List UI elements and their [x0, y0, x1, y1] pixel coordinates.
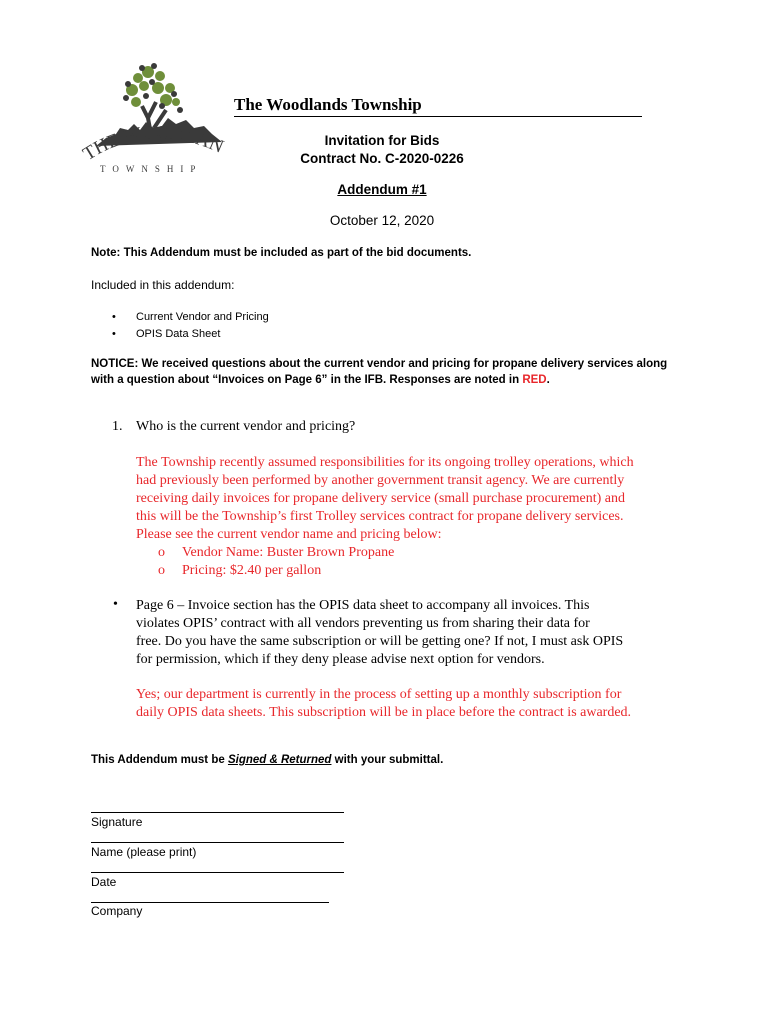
sub-bullet-icon: o — [158, 563, 165, 578]
org-title: The Woodlands Township — [234, 95, 642, 117]
answer-2-line: Yes; our department is currently in the process of setting up a monthly subscription for — [136, 687, 622, 702]
answer-1-line: had previously been performed by another government transit agency. We are currently — [136, 473, 625, 488]
tree-logo-icon — [76, 58, 236, 178]
logo-title-text: THE WOODLAN — [79, 122, 227, 165]
included-list — [112, 309, 269, 343]
notice-end: . — [546, 374, 550, 386]
question-1-text: Who is the current vendor and pricing? — [136, 419, 356, 434]
answer-2 — [136, 686, 681, 722]
name-line[interactable] — [91, 842, 344, 843]
answer-1-line: this will be the Township’s first Trolley services contract for propane delivery services. — [136, 509, 624, 524]
vendor-name-item — [158, 544, 394, 562]
answer-1-line: Please see the current vendor name and pricing below: — [136, 527, 442, 542]
question-2-line: for permission, which if they deny please advise next option for vendors. — [136, 652, 545, 667]
bid-note: Note: This Addendum must be included as part of the bid documents. — [91, 247, 472, 259]
question-1-number: 1. — [112, 419, 123, 434]
notice-text: NOTICE: We received questions about the current vendor and pricing for propane delivery services along with a question about “Invoices on Page 6” in the IFB. Responses are noted in — [91, 358, 668, 386]
date-label: Date — [91, 875, 117, 889]
name-label: Name (please print) — [91, 845, 197, 859]
question-2-line: violates OPIS’ contract with all vendors preventing us from sharing their data for — [136, 616, 590, 631]
vendor-name: Vendor Name: Buster Brown Propane — [182, 545, 395, 560]
included-label: Included in this addendum: — [91, 278, 235, 292]
answer-1-line: The Township recently assumed responsibilities for its ongoing trolley operations, which — [136, 455, 634, 470]
list-item: • OPIS Data Sheet — [112, 326, 269, 343]
pricing-item — [158, 562, 321, 580]
answer-1-line: receiving daily invoices for propane delivery service (small purchase procurement) and — [136, 491, 626, 506]
bullet-icon: • — [113, 597, 118, 612]
signed-returned-statement — [91, 754, 443, 766]
signature-label: Signature — [91, 815, 143, 829]
answer-1 — [136, 454, 681, 544]
invitation-heading — [234, 133, 530, 148]
contract-number: Contract No. C-2020-0226 — [300, 151, 464, 166]
question-2 — [136, 597, 681, 669]
company-line[interactable] — [91, 902, 329, 903]
township-logo — [76, 58, 236, 178]
pricing-value: Pricing: $2.40 per gallon — [182, 563, 322, 578]
answer-2-line: daily OPIS data sheets. This subscription will be in place before the contract is awarded. — [136, 705, 632, 720]
statement-before: This Addendum must be — [91, 754, 228, 766]
date-line[interactable] — [91, 872, 344, 873]
document-date: October 12, 2020 — [329, 213, 435, 228]
question-2-line: free. Do you have the same subscription or will be getting one? If not, I must ask OPIS — [136, 634, 624, 649]
signature-line[interactable] — [91, 812, 344, 813]
addendum-number: Addendum #1 — [337, 182, 427, 197]
addendum-heading — [234, 182, 530, 197]
statement-after: with your submittal. — [331, 754, 444, 766]
logo-subtitle-text: TOWNSHIP — [100, 164, 203, 174]
invitation-text: Invitation for Bids — [324, 133, 440, 148]
notice-red-word: RED — [522, 374, 547, 386]
sub-bullet-icon: o — [158, 545, 165, 560]
statement-emphasis: Signed & Returned — [227, 754, 332, 766]
question-2-line: Page 6 – Invoice section has the OPIS data sheet to accompany all invoices. This — [136, 598, 590, 613]
company-label: Company — [91, 904, 143, 918]
list-item: • Current Vendor and Pricing — [112, 309, 269, 326]
notice-paragraph — [91, 356, 671, 388]
contract-heading — [234, 151, 530, 166]
